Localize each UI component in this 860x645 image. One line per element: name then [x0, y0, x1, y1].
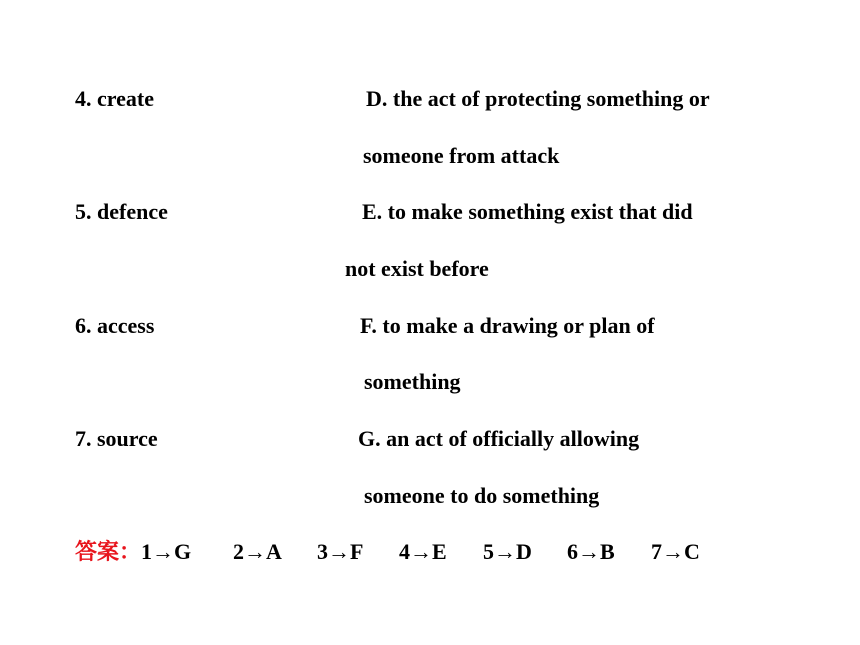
answer-item: 5→D: [483, 539, 532, 564]
answer-line: [75, 538, 700, 566]
answer-item: 1→G: [141, 539, 192, 564]
definition-line: G. an act of officially allowing: [358, 426, 640, 451]
definition-line: something: [364, 369, 461, 394]
answer-item: 7→C: [651, 539, 700, 564]
definition-line: F. to make a drawing or plan of: [360, 313, 655, 338]
vocab-word: 6. access: [75, 313, 155, 338]
vocab-word: 4. create: [75, 86, 154, 111]
vocab-word: 5. defence: [75, 199, 168, 224]
definition-line: not exist before: [345, 256, 489, 281]
definition-line: D. the act of protecting something or: [366, 86, 710, 111]
answer-item: 3→F: [317, 539, 364, 564]
answer-item: 6→B: [567, 539, 615, 564]
definition-line: someone from attack: [363, 143, 560, 168]
answer-item: 4→E: [399, 539, 447, 564]
definition-line: E. to make something exist that did: [362, 199, 693, 224]
answer-label: 答案：: [75, 539, 142, 564]
answer-item: 2→A: [233, 539, 282, 564]
definition-line: someone to do something: [364, 483, 600, 508]
vocab-word: 7. source: [75, 426, 158, 451]
